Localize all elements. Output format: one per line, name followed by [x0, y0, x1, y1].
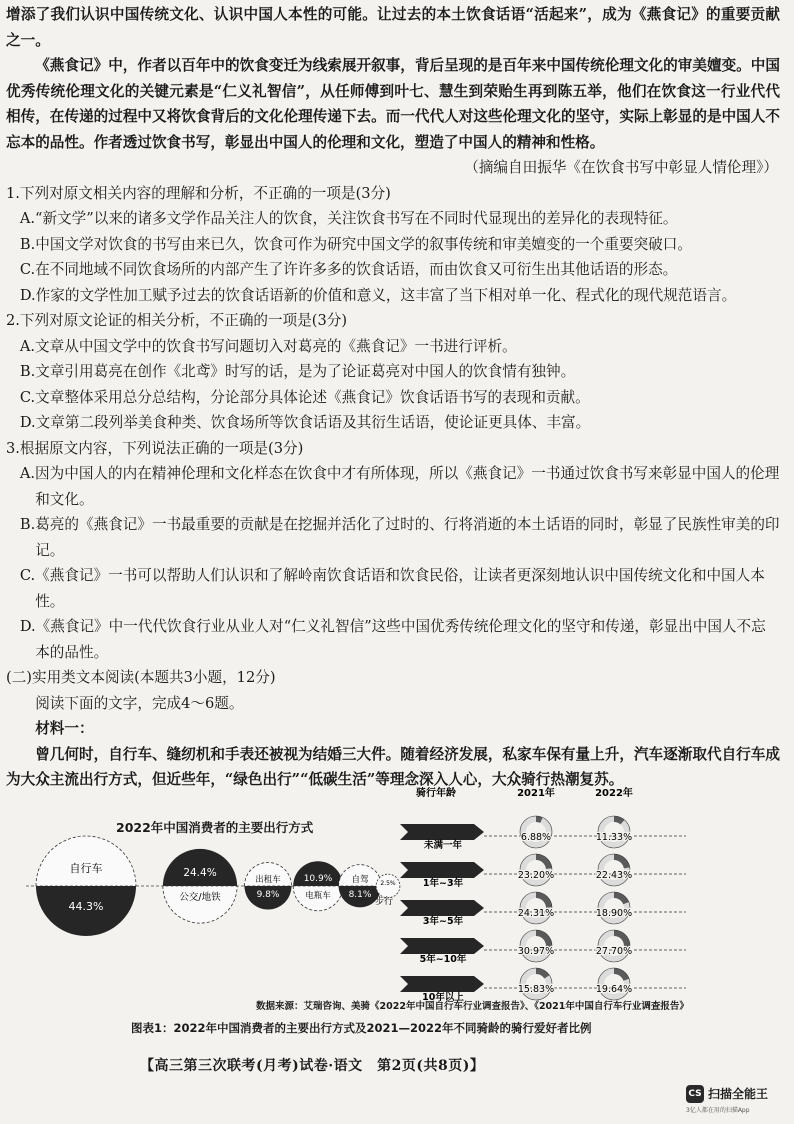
bubble-label: 公交/地铁 — [179, 892, 221, 903]
bubble-label: 步行 — [374, 897, 394, 907]
figure-caption: 图表1：2022年中国消费者的主要出行方式及2021—2022年不同骑龄的骑行爱好者比例 — [131, 1021, 592, 1035]
bubble-4 — [293, 861, 343, 911]
scanner-logo-icon: CS — [686, 1085, 704, 1103]
bubble-value: 2.5% — [380, 880, 396, 887]
row-label: 1年~3年 — [422, 878, 464, 889]
bubble-top-half — [36, 836, 136, 886]
donut-row-3 — [400, 892, 686, 927]
bubble-chart-title: 2022年中国消费者的主要出行方式 — [116, 820, 314, 835]
row-arrow — [400, 976, 484, 992]
question-3-option-b: B.葛亮的《燕食记》一书最重要的贡献是在挖掘并活化了过时的、行将消逝的本土话语的同时，彰显了民族性审美的印记。 — [19, 516, 780, 559]
question-3-option-d: D.《燕食记》中一代代饮食行业从业人对“仁义礼智信”这些中国优秀传统伦理文化的坚守和传递，彰显出中国人不忘本的品性。 — [19, 618, 766, 661]
material-1-label: 材料一： — [35, 720, 94, 737]
material-1-text: 曾几何时，自行车、缝纫机和手表还被视为结婚三大件。随着经济发展，私家车保有量上升，汽车逐渐取代自行车成为大众主流出行方式，但近些年，“绿色出行”“低碳生活”等理念深入人心，大众骑行热潮复苏。 — [6, 745, 780, 788]
question-2-option-c: C.文章整体采用总分总结构，分论部分具体论述《燕食记》饮食话语书写的表现和贡献。 — [19, 388, 590, 406]
donut-row-2 — [400, 854, 686, 889]
bubble-label: 自行车 — [69, 862, 103, 875]
row-label: 3年~5年 — [422, 916, 464, 927]
passage-text — [6, 2, 780, 793]
bubble-value: 8.1% — [348, 890, 372, 900]
figure-source: 数据来源：艾瑞咨询、美骑《2022年中国自行车行业调查报告》、《2021年中国自行车行业调查报告》 — [256, 1001, 689, 1012]
row-label: 10年以上 — [422, 992, 464, 1003]
bubble-label: 出租车 — [255, 875, 281, 885]
page-footer: 【高三第三次联考(月考)试卷·语文 第2页(共8页)】 — [140, 1058, 485, 1074]
donut-value-label: 30.97% — [517, 946, 555, 957]
row-arrow — [400, 862, 484, 878]
bubble-chart — [6, 804, 396, 1004]
question-2-option-b: B.文章引用葛亮在创作《北鸢》时写的话，是为了论证葛亮对中国人的饮食情有独钟。 — [19, 363, 576, 380]
question-2-option-d: D.文章第二段列举美食种类、饮食场所等饮食话语及其衍生话语，使论证更具体、丰富。 — [19, 414, 591, 431]
donut-category-header: 骑行年龄 — [416, 788, 456, 799]
donut-value-label: 23.20% — [517, 870, 555, 881]
donut-chart-grid — [396, 784, 786, 1003]
donut-value-label: 24.31% — [517, 908, 555, 919]
scanner-tagline: 3亿人都在用的扫描App — [686, 1107, 750, 1114]
passage-paragraph-2: 《燕食记》中，作者以百年中的饮食变迁为线索展开叙事，背后呈现的是百年来中国传统伦理文化的审美嬗变。中国优秀传统伦理文化的关键元素是“仁义礼智信”，从任师傅到叶七、慧生到荣贻生再到陈五举，他们在饮食这一行业代代相传，在传递的过程中又将饮食背后的文化伦理传递下去。而一代代人对这些伦理文化的坚守，实际上彰显的是中国人不忘本的品性。作者透过饮食书写，彰显出中国人的伦理和文化，塑造了中国人的精神和性格。 — [6, 57, 780, 151]
row-arrow — [400, 938, 484, 954]
donut-value-label: 15.83% — [517, 984, 555, 995]
section-2-heading: (二)实用类文本阅读(本题共3小题，12分) — [6, 669, 276, 686]
bubble-label: 电瓶车 — [305, 891, 331, 901]
question-1-option-c: C.在不同地域不同饮食场所的内部产生了许许多多的饮食话语，而由饮食又可衍生出其他话语的形态。 — [19, 261, 678, 278]
bubble-value: 24.4% — [183, 867, 217, 879]
bubble-2 — [163, 849, 237, 923]
bubble-label: 自驾 — [351, 875, 369, 885]
donut-value-label: 22.43% — [595, 870, 633, 881]
question-3-option-c: C.《燕食记》一书可以帮助人们认识和了解岭南饮食话语和饮食民俗，让读者更深刻地认识中国传统文化和中国人本性。 — [19, 567, 765, 610]
donut-year-header: 2022年 — [595, 788, 633, 799]
question-3-option-a: A.因为中国人的内在精神伦理和文化样态在饮食中才有所体现，所以《燕食记》一书通过饮食书写来彰显中国人的伦理和文化。 — [19, 465, 780, 508]
scanner-app-name: 扫描全能王 — [708, 1087, 769, 1101]
row-label: 5年~10年 — [419, 954, 467, 965]
section-2-instruction: 阅读下面的文字，完成4～6题。 — [35, 694, 244, 712]
bubble-value: 10.9% — [303, 874, 333, 884]
donut-value-label: 11.33% — [595, 832, 633, 843]
question-1-option-d: D.作家的文学性加工赋予过去的饮食话语新的价值和意义，这丰富了当下相对单一化、程式化的现代规范语言。 — [19, 286, 737, 304]
question-1-option-a: A.“新文学”以来的诸多文学作品关注人的饮食，关注饮食书写在不同时代显现出的差异化的表现特征。 — [19, 210, 678, 227]
passage-paragraph-1: 增添了我们认识中国传统文化、认识中国人本性的可能。让过去的本土饮食话语“活起来”，成为《燕食记》的重要贡献之一。 — [6, 6, 780, 49]
row-arrow — [400, 900, 484, 916]
donut-value-label: 18.90% — [595, 908, 633, 919]
bubble-3 — [244, 862, 291, 909]
question-2-option-a: A.文章从中国文学中的饮食书写问题切入对葛亮的《燕食记》一书进行评析。 — [19, 337, 517, 355]
donut-value-label: 27.70% — [595, 946, 633, 957]
donut-value-label: 19.64% — [595, 984, 633, 995]
bubble-1 — [36, 836, 136, 936]
bubble-value: 9.8% — [256, 890, 280, 900]
bubble-value: 44.3% — [68, 900, 104, 913]
question-1-stem: 1.下列对原文相关内容的理解和分析，不正确的一项是(3分) — [6, 184, 391, 202]
passage-source: （摘编自田振华《在饮食书写中彰显人情伦理》） — [464, 159, 778, 176]
row-arrow — [400, 824, 484, 840]
figure-1 — [6, 784, 786, 1034]
donut-row-4 — [400, 930, 686, 965]
donut-row-1 — [400, 816, 686, 851]
question-2-stem: 2.下列对原文论证的相关分析，不正确的一项是(3分) — [6, 312, 348, 329]
donut-year-header: 2021年 — [517, 788, 555, 799]
scanner-watermark — [686, 1085, 786, 1115]
row-label: 未满一年 — [423, 840, 463, 851]
question-3-stem: 3.根据原文内容，下列说法正确的一项是(3分) — [6, 439, 304, 457]
question-1-option-b: B.中国文学对饮食的书写由来已久，饮食可作为研究中国文学的叙事传统和审美嬗变的一个重要突破口。 — [19, 235, 692, 253]
donut-value-label: 6.88% — [520, 832, 552, 843]
